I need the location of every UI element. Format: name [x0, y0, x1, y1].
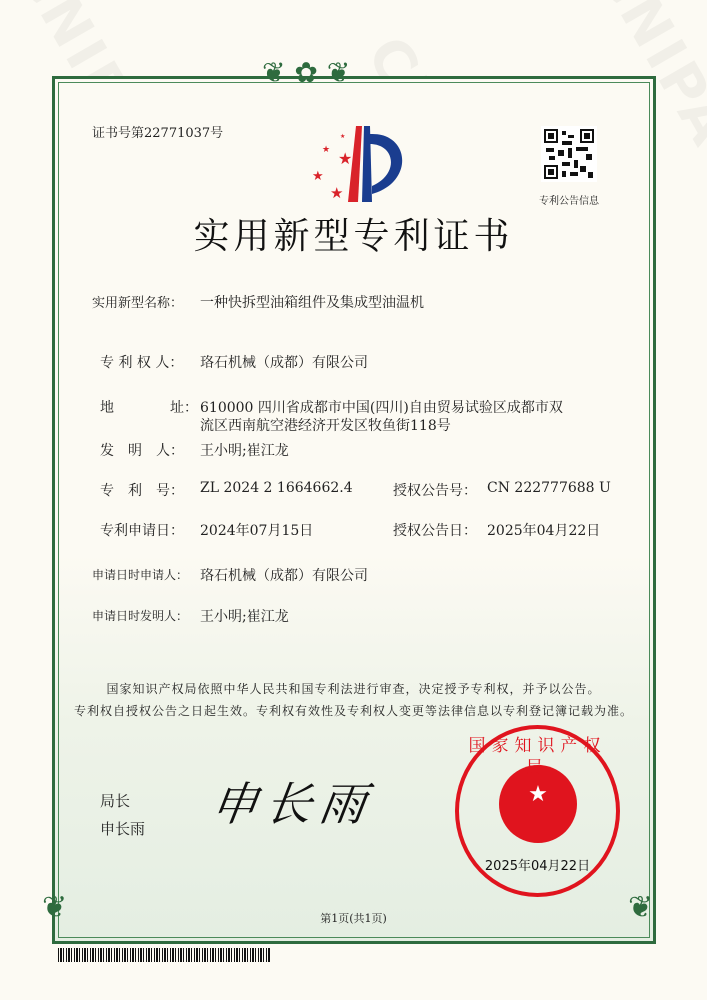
address-label: 址：: [170, 400, 198, 416]
barcode: [58, 948, 270, 962]
inventor: 王小明;崔江龙: [200, 443, 289, 459]
top-ornament: ❦ ✿ ❦: [262, 56, 351, 89]
patentee: 珞石机械（成都）有限公司: [200, 355, 368, 371]
address-line: 610000 四川省成都市中国(四川)自由贸易试验区成都市双: [200, 400, 563, 416]
svg-text:★: ★: [312, 169, 324, 184]
filing-date: 2024年07月15日: [200, 523, 314, 539]
corner-ornament: ❦: [628, 890, 654, 925]
publication-date-label: 授权公告日：: [393, 523, 477, 539]
svg-text:★: ★: [340, 133, 346, 140]
signatory-name: 申长雨: [100, 820, 146, 838]
national-emblem: ★: [499, 765, 577, 843]
inventor-label: 发 明 人：: [100, 443, 184, 459]
page-indicator: 第1页(共1页): [320, 912, 387, 925]
seal-date: 2025年04月22日: [484, 859, 591, 874]
inventor-at-filing-label: 申请日时发明人：: [92, 609, 189, 623]
signature: 申长雨: [207, 777, 378, 831]
address-line: 流区西南航空港经济开发区牧鱼街118号: [200, 418, 451, 434]
qr-code[interactable]: [541, 126, 597, 182]
official-seal: [455, 725, 620, 897]
svg-text:★: ★: [338, 149, 353, 168]
publication-number-label: 授权公告号：: [393, 483, 477, 499]
cnipa-logo: [300, 122, 410, 204]
patent-number: ZL 2024 2 1664662.4: [200, 480, 353, 496]
statement: 国家知识产权局依照中华人民共和国专利法进行审查，决定授予专利权，并予以公告。: [106, 682, 601, 696]
patentee-label: 专 利 权 人：: [100, 355, 184, 371]
address-label: 地: [100, 400, 114, 416]
signatory-title: 局长: [100, 792, 131, 810]
filing-date-label: 专利申请日：: [100, 523, 184, 539]
certificate-number: 证书号第22771037号: [92, 126, 224, 141]
statement: 专利权自授权公告之日起生效。专利权有效性及专利权人变更等法律信息以专利登记簿记载为准。: [73, 704, 633, 718]
seal-text: 国家知识产权局: [468, 736, 607, 778]
name-label: 实用新型名称：: [92, 296, 184, 311]
inventor-at-filing: 王小明;崔江龙: [200, 609, 289, 625]
applicant-at-filing-label: 申请日时申请人：: [92, 568, 189, 582]
patent-number-label: 专 利 号：: [100, 483, 184, 499]
utility-model-name: 一种快拆型油箱组件及集成型油温机: [200, 295, 424, 311]
publication-date: 2025年04月22日: [487, 523, 601, 539]
qr-label: 专利公告信息: [539, 196, 599, 207]
publication-number: CN 222777688 U: [487, 480, 611, 496]
svg-text:★: ★: [322, 145, 331, 155]
svg-text:★: ★: [330, 184, 344, 202]
corner-ornament: ❦: [42, 890, 68, 925]
applicant-at-filing: 珞石机械（成都）有限公司: [200, 568, 368, 584]
page-title: 实用新型专利证书: [193, 216, 514, 257]
